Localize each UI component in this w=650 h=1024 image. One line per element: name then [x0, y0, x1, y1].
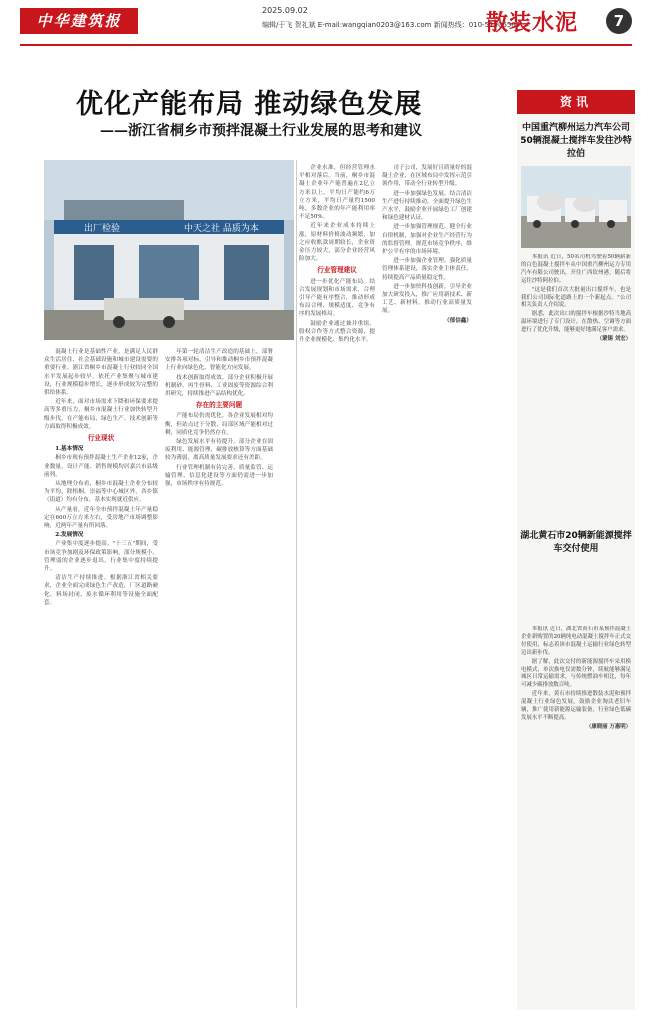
- article-column-1: [44, 348, 158, 1008]
- paragraph: 进一步加强绿色发展。结合清洁生产进行持续推动，全面提升绿色生产水平，鼓励企业开展绿色工厂创建和绿色建材认证。: [382, 190, 472, 222]
- issue-date: 2025.09.02: [262, 6, 308, 15]
- paragraph: 本报讯 近日，湖北省黄石市某预拌混凝土企业新购置的20辆纯电动混凝土搅拌车正式交付使用，标志着该市混凝土运输行业绿色转型迈出新步伐。: [521, 626, 631, 656]
- news1-title: 中国重汽柳州运力汽车公司50辆混凝土搅拌车发往沙特拉伯: [520, 123, 632, 159]
- masthead-rule: [20, 44, 632, 46]
- section-heading: 行业管理建议: [317, 266, 357, 275]
- paragraph: 行业管理机制有待完善。质量监管、运输管理、信息化建设等方面仍需进一步加强，市场秩序有待规范。: [165, 464, 273, 488]
- paragraph: 混凝土行业是基础性产业，是满足人民群众生活居住、社会基础设施和城市建设需要的重要行业。浙江省桐乡市混凝土行业较同全国水平发展起步较早，依托产业集聚与城市建设，行业规模稳步增长，逐步形成较为完整的供给体系。: [44, 349, 158, 397]
- paragraph: 据悉，此次出口的搅拌车根据沙特当地高温环境进行了专门设计，在散热、空调等方面进行了优化升级，能够更好地满足客户需求。: [521, 311, 631, 334]
- article-column-2: [165, 348, 273, 1008]
- subheading: 2.发展情况: [55, 532, 84, 539]
- masthead: [0, 0, 650, 44]
- news2-sign: （康晓丽 万惠明）: [585, 723, 631, 730]
- sidebar-tag: 资讯: [517, 90, 635, 114]
- photo-sign-left: 出厂检验: [84, 224, 121, 234]
- photo-sign-right: 中天之社 品质为本: [184, 224, 259, 234]
- paragraph: 从产量看，近年全市预拌混凝土年产量稳定在600万立方米左右，受房地产市场调整影响，近两年产量有所回落。: [44, 506, 158, 530]
- paragraph: 进一步加强管理规范。健全行业自律机制，加强对企业生产经营行为的监督管理，规范市场竞争秩序，维护公平有序的市场环境。: [382, 224, 472, 256]
- paragraph: 企业水准，但经营管理水平相对落后。当前，桐乡市混凝土企业年产能普遍在2亿立方米以上，平均日产能约6万立方米，平均日产量约1500吨。多数企业的年产能利用率不足50%。: [299, 165, 375, 221]
- paragraph: 产能布局仍需优化。各企业发展相对均衡，但站点过于分散，局部区域产能相对过剩，同质化竞争仍然存在。: [165, 413, 273, 436]
- paragraph: 进一步优化产能布局。结合发展规划和市场需求，合理引导产能有序整合，推动形成布局合理、规模适度、竞争有序的发展格局。: [299, 278, 375, 318]
- paragraph: "这是我们首次大批量出口搅拌车，也是我们公司国际化道路上的一个新起点。"公司相关负责人介绍说。: [521, 286, 631, 309]
- article-headline: 优化产能布局 推动绿色发展: [76, 89, 423, 120]
- paragraph: 桐乡市现有预拌混凝土生产企业12家，企业数量、设计产能、销售规模均居嘉兴市县级前列。: [44, 455, 158, 478]
- paragraph: 进一步加强企业管理。强化质量管理体系建设，落实企业主体责任，持续提高产品质量稳定性。: [382, 258, 472, 281]
- subheading: 1.基本情况: [55, 446, 84, 453]
- paragraph: 近年来，黄石市持续推进散装水泥和预拌混凝土行业绿色发展，鼓励企业淘汰老旧车辆，推广使用新能源运输装备，行业绿色低碳发展水平不断提高。: [521, 691, 631, 721]
- paragraph: 近年来，面对市场需求下降和环保要求提高等多重压力，桐乡市混凝土行业加快转型升级步伐，在产能布局、绿色生产、技术创新等方面取得积极成效。: [44, 399, 158, 430]
- article-subhead: ——浙江省桐乡市预拌混凝土行业发展的思考和建议: [100, 123, 422, 139]
- column-divider: [296, 160, 297, 1008]
- news1-body: [521, 254, 631, 530]
- paragraph: 司子公司，发展好且质量好的混凝土企业，在区域布局中发挥示范引领作用，带动全行业转型升级。: [382, 165, 472, 188]
- paragraph: 本报讯 近日，50名司机驾驶着50辆崭新的白色混凝土搅拌车从中国重汽柳州运力专用汽车有限公司驶出，开往广西钦州港，随后将运往沙特阿拉伯。: [521, 254, 631, 284]
- paragraph: 进一步加快科技创新。引导企业加大研发投入，推广应用新技术、新工艺、新材料，推动行业高质量发展。: [382, 283, 472, 315]
- paragraph: 产业集中度逐步提高。"十三五"期间，受市场竞争加剧及环保政策影响，部分规模小、管理弱的企业逐步退出，行业集中度持续提升。: [44, 541, 158, 573]
- page-number: 7: [606, 8, 632, 34]
- paragraph: 从地理分布看，桐乡市混凝土企业分布较为平均，除梧桐、崇福等中心城区外，各乡镇（街道）均有分布，基本实现就近供应。: [44, 481, 158, 504]
- article-column-4: [382, 164, 472, 1008]
- section-name: 散装水泥: [486, 11, 579, 36]
- paragraph: 据了解，此次交付的新能源搅拌车采用换电模式，单次换电仅需数分钟，续航能够满足城区日常运输需求，与传统燃油车相比，每年可减少碳排放数百吨。: [521, 658, 631, 689]
- paragraph: 绿色发展水平有待提升。部分企业在固废利用、能源管理、碳排放核算等方面基础较为薄弱，离高质量发展要求还有差距。: [165, 439, 273, 462]
- paragraph: 鼓励企业通过兼并重组、股权合作等方式整合资源，提升企业规模化、集约化水平。: [299, 320, 375, 344]
- editor-line: 编辑/于飞 贺礼斌 E-mail:wangqian0203@163.com 新闻热线：010-51906505: [262, 21, 521, 29]
- article-column-3: [299, 164, 375, 1008]
- paragraph: 技术创新取得成效。部分企业积极开展机制砂、再生骨料、工业固废等资源综合利用研究，持续推进产品结构优化。: [165, 374, 273, 398]
- paragraph: 近年来企业成本持续上涨，原材料价格波动频繁，加之应收账款周期较长，企业资金压力较大，部分企业经营风险加大。: [299, 223, 375, 263]
- section-heading: 行业现状: [87, 434, 115, 443]
- paragraph: 清洁生产持续推进。根据浙江省相关要求，企业全面完成绿色生产改造，厂区道路硬化、料场封闭、废水循环利用等设施全面配套。: [44, 575, 158, 606]
- news1-sign: （蒙锡 刘宏）: [596, 336, 631, 343]
- paragraph: 年第一轮清洁生产改造的基础上，部署安排各项对标，引导和推动桐乡市预拌混凝土行业向绿色化、智能化方向发展。: [165, 349, 273, 372]
- news2-body: [521, 626, 631, 1006]
- news2-title: 湖北黄石市20辆新能源搅拌车交付使用: [520, 531, 632, 554]
- newspaper-logo: 中华建筑报: [20, 8, 138, 34]
- section-heading: 存在的主要问题: [195, 401, 243, 410]
- author-sign: （郁信鑫）: [444, 317, 472, 324]
- article-photo: [44, 160, 294, 340]
- news1-photo: [521, 166, 631, 248]
